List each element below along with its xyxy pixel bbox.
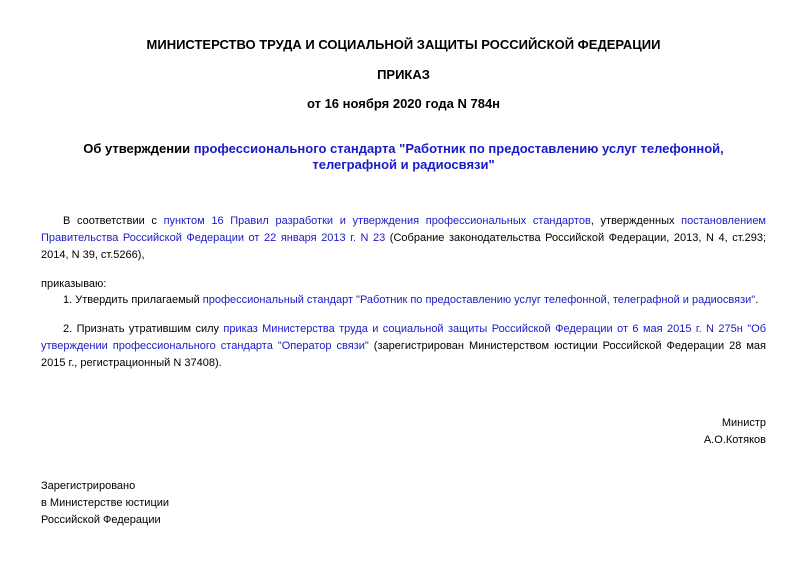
- ministry-heading: МИНИСТЕРСТВО ТРУДА И СОЦИАЛЬНОЙ ЗАЩИТЫ РОССИЙСКОЙ ФЕДЕРАЦИИ: [146, 37, 661, 52]
- date-number-heading: от 16 ноября 2020 года N 784н: [306, 96, 501, 111]
- preamble-text-2: , утвержденных: [590, 215, 682, 227]
- registration-line-3: Российской Федерации: [41, 514, 161, 526]
- item1-text-2: .: [755, 294, 759, 306]
- repealed-order-link[interactable]: приказ Министерства труда и социальной защиты Российской Федерации от 6 мая 2015 г. N 275н "Об утверждении профессионального стандарта "Оператор связи": [41, 323, 766, 352]
- item2-text-2: (зарегистрирован Министерством юстиции Российской Федерации 28 мая 2015 г., регистрационный N 37408).: [41, 340, 767, 369]
- document-title: [0, 141, 807, 173]
- item2-text-1: 2. Признать утратившим силу: [63, 323, 224, 335]
- order-item-1: [63, 292, 766, 309]
- title-standard-link[interactable]: профессионального стандарта "Работник по предоставлению услуг телефонной,: [193, 141, 724, 156]
- title-prefix: Об утверждении: [83, 141, 194, 156]
- order-item-2: [41, 321, 766, 372]
- registration-line-2: в Министерстве юстиции: [41, 497, 170, 509]
- registration-line-1: Зарегистрировано: [41, 480, 136, 492]
- paragraph-preamble: [41, 213, 766, 264]
- preamble-text-1: В соответствии с: [63, 215, 164, 227]
- orders-label: приказываю:: [41, 278, 107, 290]
- government-decree-link[interactable]: постановлением Правительства Российской Федерации от 22 января 2013 г. N 23: [41, 215, 766, 244]
- signature-block: [704, 415, 766, 449]
- signatory-position: Министр: [721, 417, 766, 429]
- preamble-text-3: (Собрание законодательства Российской Федерации, 2013, N 4, ст.293; 2014, N 39, ст.5266),: [41, 232, 766, 261]
- prof-standard-link[interactable]: профессиональный стандарт "Работник по предоставлению услуг телефонной, телеграфной и радиосвязи": [202, 294, 756, 306]
- rules-point-16-link[interactable]: пунктом 16 Правил разработки и утверждения профессиональных стандартов: [163, 215, 591, 227]
- title-standard-link-cont[interactable]: телеграфной и радиосвязи": [312, 157, 495, 172]
- registration-block: [41, 478, 169, 529]
- doc-type-heading: ПРИКАЗ: [377, 67, 430, 82]
- item1-text-1: 1. Утвердить прилагаемый: [63, 294, 203, 306]
- signatory-name: А.О.Котяков: [703, 434, 766, 446]
